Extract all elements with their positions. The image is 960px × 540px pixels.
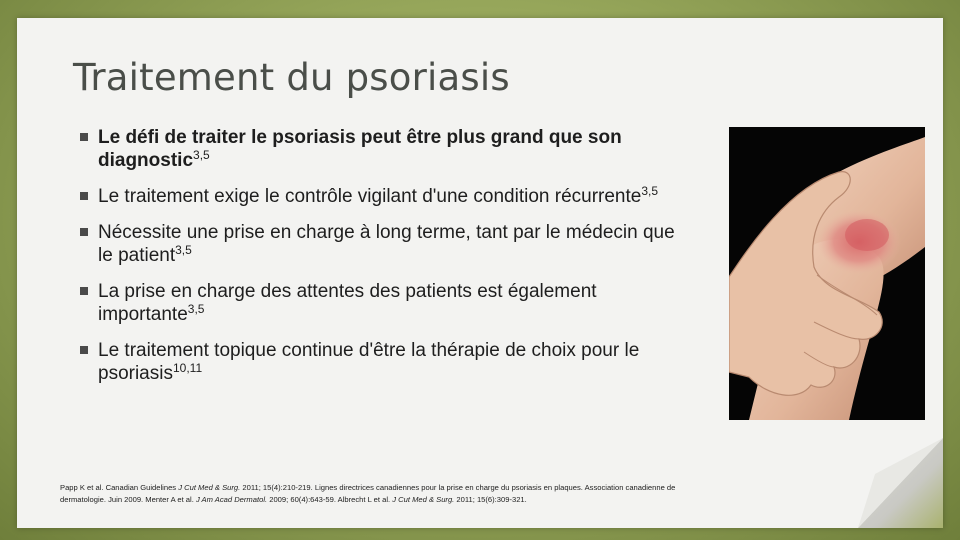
bullet-text: La prise en charge des attentes des patients est également importante (98, 281, 597, 325)
square-bullet-icon (80, 133, 88, 141)
bullet-text: Le traitement exige le contrôle vigilant d'une condition récurrente (98, 186, 642, 207)
bullet-item (78, 339, 688, 385)
bullet-item (78, 280, 688, 326)
square-bullet-icon (80, 346, 88, 354)
bullet-text: Nécessite une prise en charge à long terme, tant par le médecin que le patient (98, 222, 675, 266)
square-bullet-icon (80, 192, 88, 200)
slide-title: Traitement du psoriasis (73, 56, 510, 99)
reference-text: 2009; 60(4):643-59. Albrecht L et al. (267, 495, 393, 504)
bullet-item (78, 185, 688, 208)
references-footnote (60, 482, 700, 506)
arm-hand-illustration (729, 127, 925, 420)
bullet-item (78, 221, 688, 267)
bullet-text: Le traitement topique continue d'être la thérapie de choix pour le psoriasis (98, 340, 640, 384)
bullet-reference: 3,5 (193, 148, 210, 162)
reference-text: 2011; 15(4):210-219. Lignes directrices canadiennes pour la prise en charge du psoriasis en plaques. Association canadienne de dermatologie. Juin 2009. Menter A et al. (60, 483, 676, 504)
square-bullet-icon (80, 287, 88, 295)
reference-text: Papp K et al. Canadian Guidelines (60, 483, 179, 492)
bullet-text: Le défi de traiter le psoriasis peut être plus grand que son diagnostic (98, 127, 622, 171)
bullet-list (78, 126, 688, 398)
reference-journal: J Cut Med & Surg. (178, 483, 241, 492)
square-bullet-icon (80, 228, 88, 236)
bullet-reference: 3,5 (187, 302, 205, 316)
bullet-reference: 3,5 (641, 184, 659, 198)
reference-journal: J Cut Med & Surg. (392, 495, 455, 504)
reference-text: 2011; 15(6):309-321. (454, 495, 527, 504)
bullet-item (78, 126, 688, 172)
bullet-reference: 10,11 (172, 361, 203, 375)
reference-journal: J Am Acad Dermatol. (195, 495, 268, 504)
bullet-reference: 3,5 (175, 243, 192, 257)
psoriasis-elbow-photo (729, 127, 925, 420)
